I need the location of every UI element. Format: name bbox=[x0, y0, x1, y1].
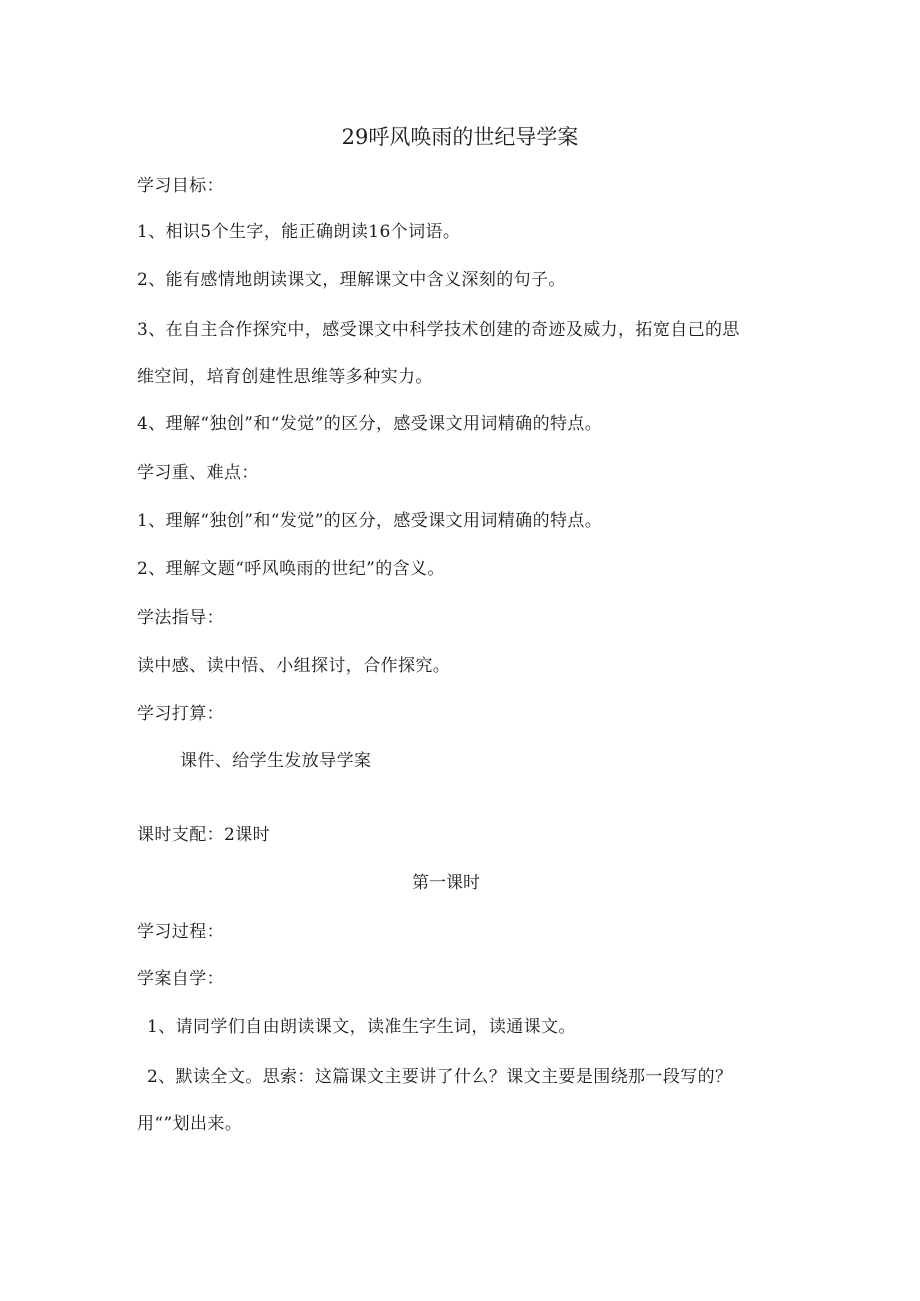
schedule-text: 课时支配：2课时 bbox=[137, 825, 271, 845]
goal-item-2: 2、能有感情地朗读课文，理解课文中含义深刻的句子。 bbox=[137, 270, 566, 290]
self-study-item-2-continued: 用“”划出来。 bbox=[137, 1114, 243, 1134]
self-study-heading: 学案自学： bbox=[137, 969, 224, 989]
goal-item-4: 4、理解“独创”和“发觉”的区分，感受课文用词精确的特点。 bbox=[137, 414, 603, 434]
key-point-item-2: 2、理解文题“呼风唤雨的世纪”的含义。 bbox=[137, 559, 445, 579]
goals-heading: 学习目标： bbox=[137, 176, 224, 196]
self-study-item-1: 1、请同学们自由朗读课文，读准生字生词，读通课文。 bbox=[147, 1017, 576, 1037]
key-points-heading: 学习重、难点： bbox=[137, 463, 259, 483]
key-point-item-1: 1、理解“独创”和“发觉”的区分，感受课文用词精确的特点。 bbox=[137, 511, 603, 531]
document-title: 29呼风唤雨的世纪导学案 bbox=[341, 125, 579, 149]
method-heading: 学法指导： bbox=[137, 608, 224, 628]
method-text: 读中感、读中悟、小组探讨，合作探究。 bbox=[137, 656, 451, 676]
goal-item-3: 3、在自主合作探究中，感受课文中科学技术创建的奇迹及威力，拓宽自己的思 bbox=[137, 320, 740, 340]
process-heading: 学习过程： bbox=[137, 922, 224, 942]
goal-item-1: 1、相识5个生字，能正确朗读16个词语。 bbox=[137, 222, 461, 242]
self-study-item-2: 2、默读全文。思索：这篇课文主要讲了什么？课文主要是围绕那一段写的？ bbox=[147, 1067, 733, 1087]
lesson-heading: 第一课时 bbox=[412, 873, 480, 893]
goal-item-3-continued: 维空间，培育创建性思维等多种实力。 bbox=[137, 367, 433, 387]
plan-text: 课件、给学生发放导学案 bbox=[180, 751, 372, 771]
plan-heading: 学习打算： bbox=[137, 704, 224, 724]
